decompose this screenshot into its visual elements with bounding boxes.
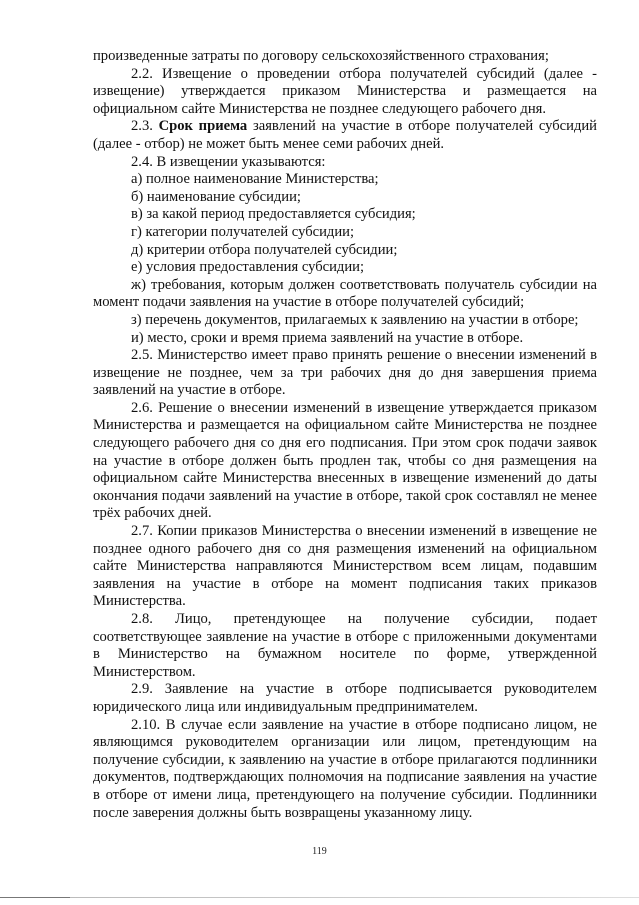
paragraph-2-8: 2.8. Лицо, претендующее на получение субсидии, подает соответствующее заявление на участие в отборе с приложенными документами в Министерство на бумажном носителе по форме, утвержденной Министерством. xyxy=(93,611,597,680)
paragraph-2-2: 2.2. Извещение о проведении отбора получателей субсидий (далее - извещение) утверждается приказом Министерства и размещается на официальном сайте Министерства не позднее следующего рабочего дня. xyxy=(93,65,597,117)
paragraph-2-4: 2.4. В извещении указываются: xyxy=(131,153,326,170)
scan-edge-line xyxy=(0,897,639,898)
list-item-b: б) наименование субсидии; xyxy=(131,188,301,205)
paragraph-2-10: 2.10. В случае если заявление на участие в отборе подписано лицом, не являющимся руководителем организации или лицом, претендующим на получение субсидии, к заявлению на участие в отборе прилагаются подлинники документов, подтверждающих полномочия на подписание заявления на участие в отборе от имени лица, претендующего на получение субсидии. Подлинники после заверения должны быть возвращены указанному лицу. xyxy=(93,716,597,821)
list-item-d: д) критерии отбора получателей субсидии; xyxy=(131,241,398,258)
paragraph-2-5: 2.5. Министерство имеет право принять решение о внесении изменений в извещение не позднее, чем за три рабочих дня до дня завершения приема заявлений на участие в отборе. xyxy=(93,347,597,399)
paragraph-2-3 xyxy=(93,118,597,153)
list-item-g: г) категории получателей субсидии; xyxy=(131,223,355,240)
paragraph-2-7: 2.7. Копии приказов Министерства о внесении изменений в извещение не позднее одного рабочего дня со дня размещения изменений на официальном сайте Министерства направляются Министерством всем лицам, подавшим заявления на участие в отборе на момент подписания таких приказов Министерства. xyxy=(93,523,597,610)
document-body xyxy=(93,48,597,822)
list-item-a: а) полное наименование Министерства; xyxy=(131,171,379,188)
list-item-zh: ж) требования, которым должен соответствовать получатель субсидии на момент подачи заявления на участие в отборе получателей субсидий; xyxy=(93,276,597,311)
list-item-i: и) место, сроки и время приема заявлений на участие в отборе. xyxy=(131,329,524,346)
list-item-v: в) за какой период предоставляется субсидия; xyxy=(131,206,416,223)
paragraph-2-6: 2.6. Решение о внесении изменений в извещение утверждается приказом Министерства и размещается на официальном сайте Министерства не позднее следующего рабочего дня со дня его подписания. При этом срок подачи заявок на участие в отборе должен быть продлен так, чтобы со дня размещения на официальном сайте Министерства внесенных в извещение изменений до даты окончания подачи заявлений на участие в отборе, такой срок составлял не менее трёх рабочих дней. xyxy=(93,399,597,522)
paragraph-2-3-text: заявлений на участие в отборе получателей субсидий (далее - отбор) не может быть менее семи рабочих дней. xyxy=(93,118,597,152)
list-item-e: е) условия предоставления субсидии; xyxy=(131,259,365,276)
page-number: 119 xyxy=(312,846,327,857)
paragraph-2-3-number: 2.3. xyxy=(131,118,159,135)
list-item-z: з) перечень документов, прилагаемых к заявлению на участии в отборе; xyxy=(131,311,579,328)
paragraph-2-9: 2.9. Заявление на участие в отборе подписывается руководителем юридического лица или индивидуальным предпринимателем. xyxy=(93,681,597,715)
paragraph-continuation: произведенные затраты по договору сельскохозяйственного страхования; xyxy=(93,48,549,64)
paragraph-2-3-bold-term: Срок приема xyxy=(158,118,248,135)
